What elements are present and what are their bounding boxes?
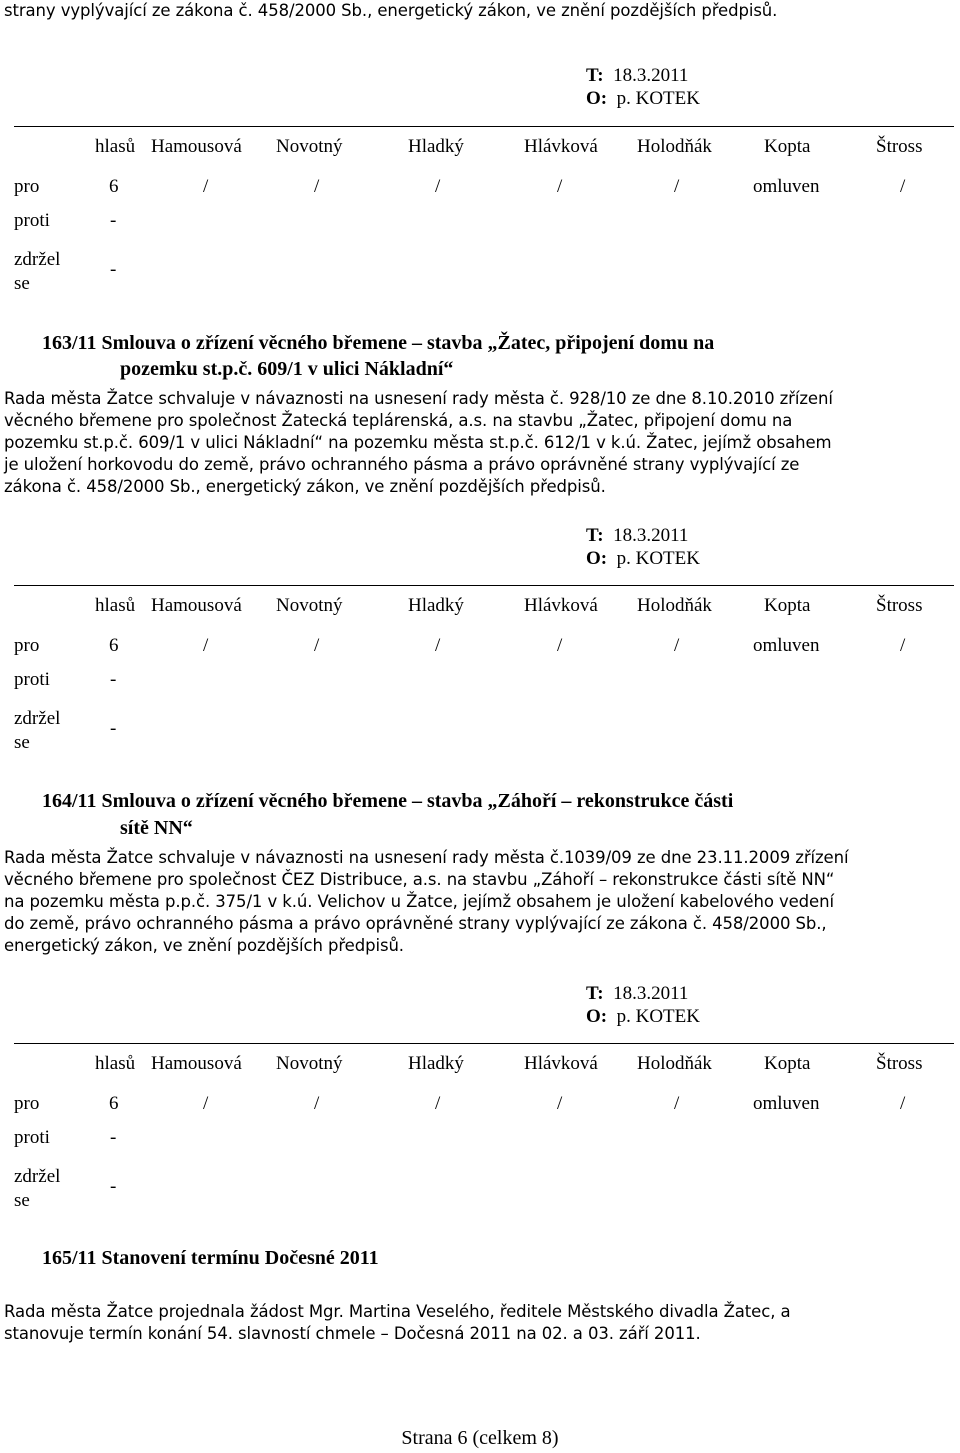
vote-row-pro bbox=[14, 176, 954, 200]
header-stross: Štross bbox=[876, 1053, 923, 1074]
vote-cell: / bbox=[314, 1093, 320, 1114]
vote-cell: / bbox=[314, 635, 320, 656]
row-label-zdrzel: zdržel bbox=[14, 249, 61, 270]
row-label-proti: proti bbox=[14, 210, 50, 231]
vote-cell: / bbox=[435, 176, 441, 197]
paragraph-line: Rada města Žatce schvaluje v návaznosti na usnesení rady města č.1039/09 ze dne 23.11.2009 zřízení bbox=[4, 848, 849, 867]
vote-cell: / bbox=[674, 176, 680, 197]
table-divider bbox=[14, 1043, 954, 1044]
header-kopta: Kopta bbox=[764, 595, 811, 616]
paragraph-line: je uložení horkovodu do země, právo ochranného pásma a právo oprávněné strany vyplývající ze bbox=[4, 455, 800, 474]
pro-count: 6 bbox=[109, 176, 119, 197]
paragraph-line: pozemku st.p.č. 609/1 v ulici Nákladní“ na pozemku města st.p.č. 612/1 v k.ú. Žatec, jejímž obsahem bbox=[4, 433, 832, 452]
proti-count: - bbox=[110, 210, 117, 231]
zdrzel-count: - bbox=[110, 259, 117, 280]
header-hlasu: hlasů bbox=[95, 136, 136, 157]
vote-cell: / bbox=[674, 1093, 680, 1114]
proti-count: - bbox=[110, 1127, 117, 1148]
table-divider bbox=[14, 585, 954, 586]
task-t-label: T: bbox=[586, 65, 604, 86]
item-165-body bbox=[4, 1301, 954, 1345]
vote-cell: / bbox=[900, 1093, 906, 1114]
vote-header-row bbox=[14, 136, 954, 160]
vote-cell-omluven: omluven bbox=[753, 1093, 820, 1114]
row-label-se: se bbox=[14, 1190, 30, 1211]
header-hlasu: hlasů bbox=[95, 595, 136, 616]
vote-row-proti bbox=[14, 669, 954, 693]
task-t-value: 18.3.2011 bbox=[613, 983, 689, 1004]
pro-count: 6 bbox=[109, 635, 119, 656]
header-kopta: Kopta bbox=[764, 136, 811, 157]
header-hladky: Hladký bbox=[408, 136, 464, 157]
header-hladky: Hladký bbox=[408, 595, 464, 616]
header-novotny: Novotný bbox=[276, 1053, 343, 1074]
task-t-value: 18.3.2011 bbox=[613, 65, 689, 86]
vote-cell: / bbox=[435, 1093, 441, 1114]
task-block bbox=[586, 64, 786, 110]
task-o-label: O: bbox=[586, 548, 608, 569]
table-divider bbox=[14, 126, 954, 127]
continuation-text: strany vyplývající ze zákona č. 458/2000 Sb., energetický zákon, ve znění pozdějších předpisů. bbox=[4, 1, 778, 20]
vote-header-row bbox=[14, 595, 954, 619]
vote-cell: / bbox=[557, 635, 563, 656]
row-label-pro: pro bbox=[14, 635, 40, 656]
header-hlavkova: Hlávková bbox=[524, 136, 598, 157]
row-label-se: se bbox=[14, 732, 30, 753]
header-hlavkova: Hlávková bbox=[524, 595, 598, 616]
vote-cell: / bbox=[314, 176, 320, 197]
zdrzel-count: - bbox=[110, 718, 117, 739]
paragraph-line: Rada města Žatce projednala žádost Mgr. Martina Veselého, ředitele Městského divadla Žatec, a bbox=[4, 1302, 791, 1321]
paragraph-line: věcného břemene pro společnost ČEZ Distribuce, a.s. na stavbu „Záhoří – rekonstrukce části sítě NN“ bbox=[4, 870, 835, 889]
task-t-label: T: bbox=[586, 525, 604, 546]
item-163-title-line2: pozemku st.p.č. 609/1 v ulici Nákladní“ bbox=[120, 358, 454, 380]
task-t-value: 18.3.2011 bbox=[613, 525, 689, 546]
vote-cell: / bbox=[557, 176, 563, 197]
item-164-body bbox=[4, 847, 954, 957]
paragraph-line: stanovuje termín konání 54. slavností chmele – Dočesná 2011 na 02. a 03. září 2011. bbox=[4, 1324, 701, 1343]
task-block bbox=[586, 524, 786, 570]
vote-row-zdrzel bbox=[14, 248, 954, 296]
vote-row-proti bbox=[14, 210, 954, 234]
paragraph-line: na pozemku města p.p.č. 375/1 v k.ú. Velichov u Žatce, jejímž obsahem je uložení kabelového vedení bbox=[4, 892, 834, 911]
header-hladky: Hladký bbox=[408, 1053, 464, 1074]
row-label-zdrzel: zdržel bbox=[14, 708, 61, 729]
paragraph-line: energetický zákon, ve znění pozdějších předpisů. bbox=[4, 936, 404, 955]
row-label-se: se bbox=[14, 273, 30, 294]
task-o-value: p. KOTEK bbox=[616, 548, 700, 569]
row-label-proti: proti bbox=[14, 669, 50, 690]
vote-cell: / bbox=[203, 1093, 209, 1114]
header-holodnak: Holodňák bbox=[637, 1053, 712, 1074]
vote-header-row bbox=[14, 1053, 954, 1077]
vote-cell: / bbox=[203, 635, 209, 656]
vote-cell: / bbox=[674, 635, 680, 656]
vote-cell-omluven: omluven bbox=[753, 176, 820, 197]
task-o-value: p. KOTEK bbox=[616, 88, 700, 109]
item-163-body bbox=[4, 388, 954, 498]
proti-count: - bbox=[110, 669, 117, 690]
task-t-label: T: bbox=[586, 983, 604, 1004]
item-164-title-line1: 164/11 Smlouva o zřízení věcného břemene – stavba „Záhoří – rekonstrukce části bbox=[42, 790, 734, 812]
paragraph-line: Rada města Žatce schvaluje v návaznosti na usnesení rady města č. 928/10 ze dne 8.10.2010 zřízení bbox=[4, 389, 833, 408]
row-label-zdrzel: zdržel bbox=[14, 1166, 61, 1187]
header-hlasu: hlasů bbox=[95, 1053, 136, 1074]
paragraph-line: do země, právo ochranného pásma a právo oprávněné strany vyplývající ze zákona č. 458/2000 Sb., bbox=[4, 914, 827, 933]
pro-count: 6 bbox=[109, 1093, 119, 1114]
header-hamousova: Hamousová bbox=[151, 595, 242, 616]
header-hamousova: Hamousová bbox=[151, 136, 242, 157]
vote-cell: / bbox=[900, 176, 906, 197]
paragraph-line: věcného břemene pro společnost Žatecká teplárenská, a.s. na stavbu „Žatec, připojení domu na bbox=[4, 411, 793, 430]
row-label-proti: proti bbox=[14, 1127, 50, 1148]
vote-cell-omluven: omluven bbox=[753, 635, 820, 656]
header-holodnak: Holodňák bbox=[637, 595, 712, 616]
vote-cell: / bbox=[203, 176, 209, 197]
item-164-title-line2: sítě NN“ bbox=[120, 817, 193, 839]
vote-cell: / bbox=[900, 635, 906, 656]
task-block bbox=[586, 982, 786, 1028]
item-163-title-line1: 163/11 Smlouva o zřízení věcného břemene – stavba „Žatec, připojení domu na bbox=[42, 332, 715, 354]
paragraph-line: zákona č. 458/2000 Sb., energetický zákon, ve znění pozdějších předpisů. bbox=[4, 477, 606, 496]
task-o-label: O: bbox=[586, 88, 608, 109]
header-novotny: Novotný bbox=[276, 595, 343, 616]
header-hamousova: Hamousová bbox=[151, 1053, 242, 1074]
item-165-title: 165/11 Stanovení termínu Dočesné 2011 bbox=[42, 1247, 379, 1269]
header-hlavkova: Hlávková bbox=[524, 1053, 598, 1074]
zdrzel-count: - bbox=[110, 1176, 117, 1197]
vote-cell: / bbox=[435, 635, 441, 656]
vote-row-pro bbox=[14, 1093, 954, 1117]
vote-row-zdrzel bbox=[14, 1165, 954, 1213]
vote-cell: / bbox=[557, 1093, 563, 1114]
header-novotny: Novotný bbox=[276, 136, 343, 157]
row-label-pro: pro bbox=[14, 1093, 40, 1114]
header-holodnak: Holodňák bbox=[637, 136, 712, 157]
task-o-value: p. KOTEK bbox=[616, 1006, 700, 1027]
header-kopta: Kopta bbox=[764, 1053, 811, 1074]
header-stross: Štross bbox=[876, 595, 923, 616]
vote-row-zdrzel bbox=[14, 707, 954, 755]
vote-row-pro bbox=[14, 635, 954, 659]
task-o-label: O: bbox=[586, 1006, 608, 1027]
header-stross: Štross bbox=[876, 136, 923, 157]
row-label-pro: pro bbox=[14, 176, 40, 197]
vote-row-proti bbox=[14, 1127, 954, 1151]
page-footer: Strana 6 (celkem 8) bbox=[401, 1427, 559, 1449]
